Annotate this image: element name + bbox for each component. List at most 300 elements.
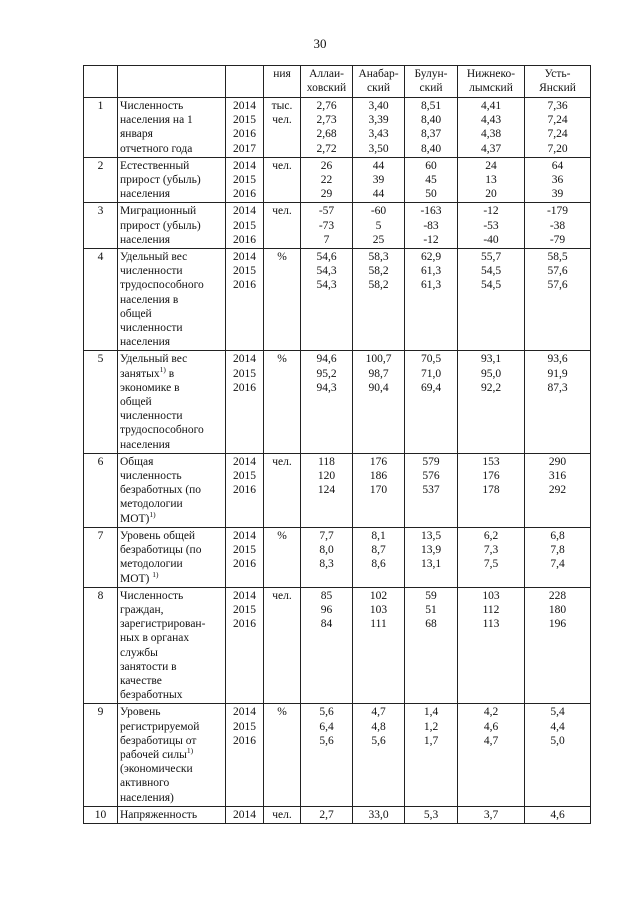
- year-value: 2015: [233, 720, 256, 733]
- table-row: [84, 806, 591, 823]
- district-values: [301, 527, 353, 587]
- indicator-line: [120, 233, 223, 247]
- cell-value: 39: [372, 174, 385, 187]
- district-values: [405, 203, 458, 249]
- cell-value: 176: [369, 455, 388, 468]
- year-list: [226, 157, 264, 203]
- district-values: [405, 704, 458, 806]
- cell-value: 95,2: [316, 367, 337, 380]
- cell-value: 8,7: [371, 544, 386, 557]
- cell-value: 84: [320, 618, 333, 631]
- indicator-text: Численность: [120, 589, 184, 602]
- cell-value: 111: [370, 618, 387, 631]
- district-values: [458, 351, 525, 453]
- cell-value: 4,38: [480, 128, 502, 141]
- district-values: [458, 98, 525, 158]
- cell-value: 93,1: [480, 353, 502, 366]
- indicator-text: численность: [120, 470, 182, 483]
- cell-value: 4,43: [480, 114, 502, 127]
- indicator-line: [120, 455, 223, 469]
- cell-value: 5: [375, 219, 382, 232]
- indicator-line: [120, 483, 223, 497]
- cell-value: 113: [482, 618, 500, 631]
- cell-value: 7,8: [550, 544, 565, 557]
- indicator-line: [120, 293, 223, 307]
- cell-value: 50: [425, 188, 437, 201]
- district-values: [301, 587, 353, 704]
- cell-value: 2,73: [316, 114, 337, 127]
- indicator-line: [120, 543, 223, 557]
- year-list: [226, 704, 264, 806]
- row-number: 1: [84, 98, 118, 158]
- indicator-line: [120, 99, 223, 113]
- indicator-text: методологии: [120, 498, 183, 511]
- indicator-text: активного: [120, 777, 170, 790]
- cell-value: 8,40: [420, 142, 442, 155]
- indicator-text: граждан,: [120, 603, 164, 616]
- cell-value: 170: [369, 484, 388, 497]
- cell-value: -73: [318, 219, 335, 232]
- cell-value: 59: [425, 589, 437, 602]
- district-values: [353, 249, 405, 351]
- unit-value: чел.: [272, 589, 292, 602]
- table-row: [84, 203, 591, 249]
- indicator-line: [120, 438, 223, 452]
- year-value: 2016: [233, 279, 256, 292]
- indicator-line: [120, 113, 223, 127]
- cell-value: 153: [482, 455, 500, 468]
- cell-value: 61,3: [420, 279, 442, 292]
- table-row: [84, 587, 591, 704]
- district-values: [525, 453, 591, 527]
- cell-value: 24: [485, 159, 497, 172]
- header-district-cell: [405, 66, 458, 98]
- table-row: [84, 453, 591, 527]
- indicator-line: [120, 509, 223, 526]
- district-values: [353, 203, 405, 249]
- indicator-line: [120, 603, 223, 617]
- cell-value: 64: [551, 159, 564, 172]
- cell-value: 8,3: [319, 558, 334, 571]
- cell-value: 13,5: [420, 529, 442, 542]
- indicator-line: [120, 734, 223, 748]
- table-row: [84, 351, 591, 453]
- cell-value: 22: [320, 174, 333, 187]
- district-values: [525, 527, 591, 587]
- cell-value: 13,9: [420, 544, 442, 557]
- year-value: 2016: [233, 484, 256, 497]
- row-number: 8: [84, 587, 118, 704]
- header-district-cell: [525, 66, 591, 98]
- indicator-text: Уровень: [120, 706, 161, 719]
- cell-value: 54,3: [316, 265, 337, 278]
- unit-value: %: [277, 706, 287, 719]
- cell-value: 94,3: [316, 381, 337, 394]
- indicator-line: [120, 127, 223, 141]
- indicator-text: населения в: [120, 293, 179, 306]
- cell-value: 45: [425, 174, 437, 187]
- district-values: [301, 249, 353, 351]
- indicator-text: безработных (по: [120, 484, 202, 497]
- year-list: [226, 453, 264, 527]
- district-values: [353, 351, 405, 453]
- indicator-text: экономике в: [120, 381, 180, 394]
- cell-value: 91,9: [547, 367, 568, 380]
- indicator-text: Напряженность: [120, 808, 198, 821]
- indicator-line: [120, 762, 223, 776]
- indicator-line: [120, 705, 223, 719]
- indicator-line: [120, 617, 223, 631]
- year-value: 2015: [233, 367, 256, 380]
- indicator-text: безработицы (по: [120, 544, 202, 557]
- header-district-label: ховский: [306, 82, 347, 95]
- indicator-line: [120, 381, 223, 395]
- unit-value: %: [277, 529, 287, 542]
- year-value: 2016: [233, 734, 256, 747]
- district-values: [525, 587, 591, 704]
- cell-value: 4,37: [480, 142, 502, 155]
- cell-value: 7,5: [483, 558, 499, 571]
- cell-value: 4,41: [480, 100, 502, 112]
- header-district-cell: [353, 66, 405, 98]
- indicator-text: прирост (убыль): [120, 219, 201, 232]
- indicator-text: населения: [120, 188, 171, 201]
- district-values: [525, 704, 591, 806]
- cell-value: 3,50: [368, 142, 389, 155]
- indicator-text: января: [120, 128, 153, 141]
- row-number: 6: [84, 453, 118, 527]
- year-value: 2014: [233, 529, 256, 542]
- cell-value: 8,0: [319, 544, 334, 557]
- header-row: [84, 66, 591, 98]
- indicator-name: [118, 527, 226, 587]
- header-district-label: ский: [419, 82, 443, 95]
- cell-value: 7,24: [547, 128, 568, 141]
- cell-value: 579: [422, 455, 440, 468]
- indicator-line: [120, 469, 223, 483]
- cell-value: 186: [369, 470, 388, 483]
- cell-value: 44: [372, 159, 385, 172]
- cell-value: 292: [548, 484, 567, 497]
- cell-value: 100,7: [365, 353, 392, 366]
- year-list: [226, 98, 264, 158]
- district-values: [353, 98, 405, 158]
- cell-value: 26: [320, 159, 333, 172]
- district-values: [353, 453, 405, 527]
- cell-value: 103: [369, 603, 388, 616]
- row-number: 9: [84, 704, 118, 806]
- cell-value: 3,7: [483, 808, 499, 821]
- district-values: [405, 453, 458, 527]
- indicator-line: [120, 569, 223, 586]
- year-list: [226, 351, 264, 453]
- cell-value: -179: [546, 205, 569, 218]
- indicator-text: (экономически: [120, 763, 193, 776]
- table-row: [84, 704, 591, 806]
- header-unit-cell: ния: [264, 66, 301, 98]
- cell-value: 51: [425, 603, 437, 616]
- cell-value: 3,39: [368, 114, 389, 127]
- indicator-text: в: [165, 367, 175, 380]
- indicator-text: Уровень общей: [120, 529, 196, 542]
- indicator-line: [120, 423, 223, 437]
- indicator-text: службы: [120, 646, 158, 659]
- year-value: 2014: [233, 100, 256, 112]
- row-number: 5: [84, 351, 118, 453]
- cell-value: 4,6: [550, 808, 565, 821]
- cell-value: 576: [422, 470, 440, 483]
- cell-value: 118: [318, 455, 335, 468]
- district-values: [405, 351, 458, 453]
- unit-value: тыс.: [271, 100, 293, 112]
- indicator-line: [120, 557, 223, 571]
- district-values: [458, 249, 525, 351]
- header-district-label: ский: [367, 82, 390, 95]
- cell-value: 8,6: [371, 558, 386, 571]
- indicator-text: численности: [120, 410, 183, 423]
- year-list: [226, 203, 264, 249]
- unit-cell: [264, 704, 301, 806]
- cell-value: 36: [551, 174, 564, 187]
- cell-value: 5,6: [319, 706, 334, 719]
- cell-value: 93,6: [547, 353, 568, 366]
- district-values: [458, 203, 525, 249]
- year-value: 2014: [233, 808, 256, 821]
- cell-value: 58,2: [368, 279, 389, 292]
- unit-cell: [264, 351, 301, 453]
- cell-value: 6,8: [550, 529, 565, 542]
- indicator-line: [120, 278, 223, 292]
- cell-value: 7,20: [547, 142, 568, 155]
- cell-value: -83: [423, 219, 439, 232]
- unit-cell: [264, 587, 301, 704]
- cell-value: 54,3: [316, 279, 337, 292]
- indicator-line: [120, 529, 223, 543]
- year-value: 2016: [233, 618, 256, 631]
- year-value: 2014: [233, 706, 256, 719]
- cell-value: 4,4: [550, 720, 565, 733]
- district-values: [458, 453, 525, 527]
- unit-cell: [264, 527, 301, 587]
- cell-value: 2,68: [316, 128, 337, 141]
- district-values: [301, 157, 353, 203]
- row-number: 3: [84, 203, 118, 249]
- district-values: [405, 806, 458, 823]
- row-number: 10: [84, 806, 118, 823]
- year-list: [226, 806, 264, 823]
- indicator-line: [120, 187, 223, 201]
- year-value: 2014: [233, 589, 256, 602]
- cell-value: 7,3: [483, 544, 499, 557]
- indicator-text: Удельный вес: [120, 353, 188, 366]
- cell-value: 68: [425, 618, 437, 631]
- district-values: [405, 157, 458, 203]
- cell-value: 8,40: [420, 114, 442, 127]
- cell-value: 5,4: [550, 706, 565, 719]
- district-values: [301, 704, 353, 806]
- district-values: [301, 203, 353, 249]
- unit-value: чел.: [272, 159, 292, 172]
- cell-value: 7,36: [547, 100, 568, 112]
- year-value: 2014: [233, 251, 256, 264]
- cell-value: 71,0: [420, 367, 442, 380]
- district-values: [525, 157, 591, 203]
- cell-value: 5,6: [319, 734, 334, 747]
- indicator-line: [120, 264, 223, 278]
- indicator-text: занятости в: [120, 660, 177, 673]
- cell-value: 54,5: [480, 279, 502, 292]
- unit-cell: [264, 203, 301, 249]
- cell-value: 5,3: [423, 808, 439, 821]
- header-district-label: Нижнеко-: [466, 68, 516, 80]
- indicator-line: [120, 352, 223, 366]
- indicator-text: качестве: [120, 674, 162, 687]
- district-values: [301, 806, 353, 823]
- year-value: 2015: [233, 470, 256, 483]
- indicator-line: [120, 589, 223, 603]
- cell-value: -60: [370, 205, 387, 218]
- district-values: [301, 98, 353, 158]
- header-district-label: лымский: [469, 82, 513, 95]
- indicator-text: зарегистрирован-: [120, 618, 206, 631]
- cell-value: 537: [422, 484, 440, 497]
- year-value: 2016: [233, 188, 256, 201]
- table-row: [84, 98, 591, 158]
- year-list: [226, 527, 264, 587]
- indicator-name: [118, 453, 226, 527]
- indicator-line: [120, 395, 223, 409]
- cell-value: 58,5: [547, 251, 568, 264]
- indicator-text: населения на 1: [120, 114, 193, 127]
- footnote-mark: 1): [159, 364, 166, 374]
- cell-value: 90,4: [368, 381, 389, 394]
- year-value: 2014: [233, 455, 256, 468]
- header-district-label: Усть-: [544, 68, 571, 80]
- cell-value: 316: [548, 470, 567, 483]
- unit-cell: [264, 157, 301, 203]
- cell-value: -12: [483, 205, 499, 218]
- indicator-text: численности: [120, 322, 183, 335]
- cell-value: 58,3: [368, 251, 389, 264]
- cell-value: 2,72: [316, 142, 337, 155]
- table-row: [84, 527, 591, 587]
- cell-value: 95,0: [480, 367, 502, 380]
- cell-value: 4,7: [483, 734, 499, 747]
- header-district-cell: [458, 66, 525, 98]
- year-value: 2016: [233, 128, 256, 141]
- cell-value: 87,3: [547, 381, 568, 394]
- cell-value: 60: [425, 159, 437, 172]
- cell-value: -12: [423, 233, 439, 246]
- header-district-label: Аллаи-: [309, 68, 344, 80]
- cell-value: 7: [323, 233, 330, 246]
- indicator-line: [120, 142, 223, 156]
- year-value: 2015: [233, 219, 256, 232]
- table-row: [84, 157, 591, 203]
- year-value: 2016: [233, 558, 256, 571]
- cell-value: 7,4: [550, 558, 565, 571]
- district-values: [405, 249, 458, 351]
- district-values: [458, 587, 525, 704]
- year-value: 2017: [233, 142, 256, 155]
- unit-value: чел.: [272, 455, 292, 468]
- indicator-text: трудоспособного: [120, 279, 204, 292]
- cell-value: 3,40: [368, 100, 389, 112]
- indicator-text: Удельный вес: [120, 251, 188, 264]
- cell-value: 102: [369, 589, 388, 602]
- district-values: [405, 587, 458, 704]
- indicator-text: ных в органах: [120, 632, 190, 645]
- indicator-text: рабочей силы: [120, 748, 187, 761]
- statistics-table: [83, 65, 591, 824]
- indicator-line: [120, 776, 223, 790]
- cell-value: 2,76: [316, 100, 337, 112]
- cell-value: 112: [482, 603, 500, 616]
- unit-cell: [264, 806, 301, 823]
- indicator-line: [120, 674, 223, 688]
- indicator-line: [120, 409, 223, 423]
- year-value: 2015: [233, 544, 256, 557]
- unit-cell: [264, 98, 301, 158]
- indicator-text: МОТ): [120, 572, 153, 585]
- year-value: 2016: [233, 381, 256, 394]
- unit-cell: [264, 453, 301, 527]
- table-row: [84, 249, 591, 351]
- indicator-text: Общая: [120, 455, 154, 468]
- indicator-text: Естественный: [120, 159, 190, 172]
- indicator-text: населения: [120, 336, 171, 349]
- indicator-name: [118, 98, 226, 158]
- indicator-text: общей: [120, 396, 152, 409]
- cell-value: -163: [420, 205, 442, 218]
- indicator-text: прирост (убыль): [120, 174, 201, 187]
- cell-value: 25: [372, 233, 385, 246]
- indicator-text: безработных: [120, 689, 183, 702]
- indicator-text: населения: [120, 233, 171, 246]
- header-year-cell: [226, 66, 264, 98]
- district-values: [525, 351, 591, 453]
- cell-value: 70,5: [420, 353, 442, 366]
- indicator-text: численности: [120, 265, 183, 278]
- row-number: 4: [84, 249, 118, 351]
- cell-value: 6,4: [319, 720, 334, 733]
- cell-value: 54,5: [480, 265, 502, 278]
- cell-value: 124: [317, 484, 336, 497]
- cell-value: 61,3: [420, 265, 442, 278]
- cell-value: -40: [483, 233, 499, 246]
- cell-value: 98,7: [368, 367, 389, 380]
- indicator-line: [120, 808, 223, 822]
- header-district-label: Анабар-: [358, 68, 399, 80]
- indicator-line: [120, 646, 223, 660]
- year-value: 2014: [233, 159, 256, 172]
- cell-value: 20: [485, 188, 497, 201]
- cell-value: 4,8: [371, 720, 386, 733]
- indicator-text: занятых: [120, 367, 160, 380]
- indicator-text: трудоспособного: [120, 424, 204, 437]
- indicator-line: [120, 791, 223, 805]
- indicator-line: [120, 364, 223, 381]
- cell-value: 4,2: [483, 706, 499, 719]
- cell-value: 1,4: [423, 706, 439, 719]
- district-values: [458, 704, 525, 806]
- indicator-text: регистрируемой: [120, 720, 200, 733]
- cell-value: -79: [549, 233, 566, 246]
- cell-value: 178: [482, 484, 500, 497]
- cell-value: 7,24: [547, 114, 568, 127]
- indicator-line: [120, 250, 223, 264]
- year-value: 2015: [233, 603, 256, 616]
